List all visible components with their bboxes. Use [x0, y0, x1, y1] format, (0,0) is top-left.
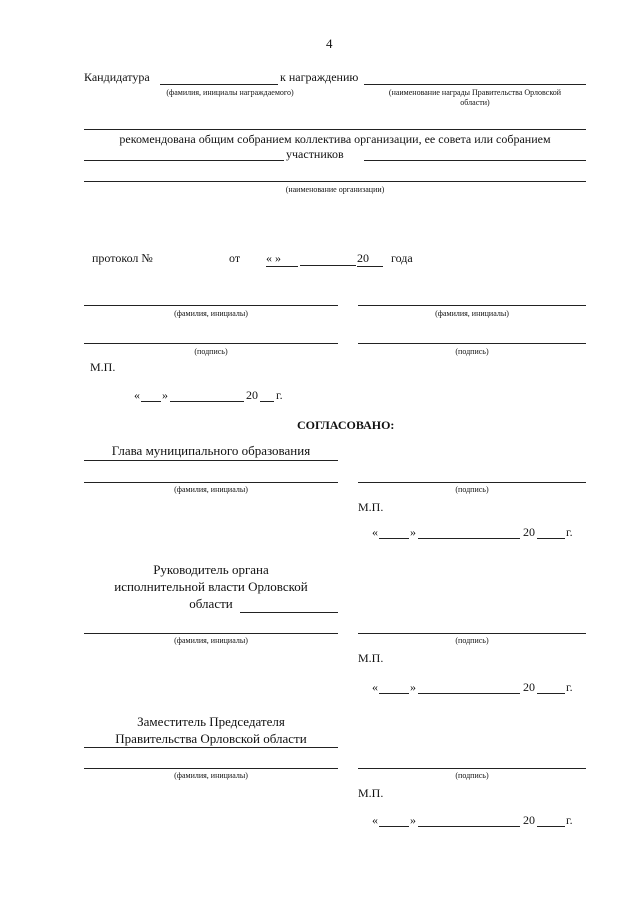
approved-heading: СОГЛАСОВАНО:: [297, 418, 395, 432]
block2-sign-line[interactable]: [358, 633, 586, 634]
block3-title-1: Заместитель Председателя: [137, 714, 285, 729]
block2-title-2: исполнительной власти Орловской: [114, 579, 308, 594]
caption-awardee: (фамилия, инициалы награждаемого): [166, 88, 294, 97]
block1-caption-name: (фамилия, инициалы): [174, 485, 248, 494]
block2-title-3: области: [189, 596, 233, 611]
block2-caption-sign: (подпись): [455, 636, 489, 645]
caption-sign-left: (подпись): [194, 347, 228, 356]
caption-award-name-2: области): [460, 98, 490, 107]
block3-stamp: М.П.: [358, 786, 384, 800]
protocol-year-field[interactable]: 20: [357, 251, 383, 267]
block2-date-month-line[interactable]: [418, 693, 520, 694]
block2-date-open: «: [372, 680, 378, 694]
block2-date-day-line[interactable]: [379, 693, 409, 694]
date-year-suffix: г.: [276, 388, 283, 402]
block3-date-year: 20: [523, 813, 535, 827]
sign-line-right[interactable]: [358, 343, 586, 344]
block2-date-year-suffix: г.: [566, 680, 573, 694]
block2-name-line[interactable]: [84, 633, 338, 634]
block3-name-line[interactable]: [84, 768, 338, 769]
date-month-line[interactable]: [170, 401, 244, 402]
date-year: 20: [246, 388, 258, 402]
name-line-left[interactable]: [84, 305, 338, 306]
block1-date-close: »: [410, 525, 416, 539]
date-day-line[interactable]: [141, 401, 161, 402]
block1-title-underline: [84, 460, 338, 461]
recommendation-line-2: участников: [286, 147, 344, 161]
date-open: «: [134, 388, 140, 402]
recommendation-line-1: рекомендована общим собранием коллектива организации, ее совета или собранием: [119, 132, 551, 146]
block2-date-year-line[interactable]: [537, 693, 565, 694]
block2-title-1: Руководитель органа: [153, 562, 269, 577]
protocol-label: протокол №: [92, 251, 153, 265]
block3-date-open: «: [372, 813, 378, 827]
block3-date-close: »: [410, 813, 416, 827]
caption-org: (наименование организации): [285, 185, 385, 194]
divider-line: [84, 129, 586, 130]
block3-sign-line[interactable]: [358, 768, 586, 769]
date-year-line[interactable]: [260, 401, 274, 402]
block3-date-day-line[interactable]: [379, 826, 409, 827]
page-number: 4: [326, 36, 333, 51]
recommendation-fill-line[interactable]: [84, 160, 284, 161]
protocol-month-line[interactable]: [300, 265, 356, 266]
block1-date-year-suffix: г.: [566, 525, 573, 539]
caption-name-right: (фамилия, инициалы): [435, 309, 509, 318]
caption-award-name-1: (наименование награды Правительства Орловской: [388, 88, 562, 97]
to-award-label: к награждению: [280, 70, 359, 84]
block1-date-year-line[interactable]: [537, 538, 565, 539]
block1-date-day-line[interactable]: [379, 538, 409, 539]
block3-date-year-suffix: г.: [566, 813, 573, 827]
block1-date-open: «: [372, 525, 378, 539]
protocol-from-label: от: [229, 251, 241, 265]
award-name-line[interactable]: [364, 84, 586, 85]
block3-title-underline: [84, 747, 338, 748]
block1-title-1: Глава муниципального образования: [111, 443, 311, 458]
sign-line-left[interactable]: [84, 343, 338, 344]
block2-title-underline: [240, 612, 338, 613]
block3-title-2: Правительства Орловской области: [115, 731, 307, 746]
awardee-name-line[interactable]: [160, 84, 278, 85]
block1-date-year: 20: [523, 525, 535, 539]
candidacy-label: Кандидатура: [84, 70, 150, 84]
date-close: »: [162, 388, 168, 402]
recommendation-fill-line-2[interactable]: [364, 160, 586, 161]
block1-sign-line[interactable]: [358, 482, 586, 483]
block1-date-month-line[interactable]: [418, 538, 520, 539]
block3-date-month-line[interactable]: [418, 826, 520, 827]
block2-date-close: »: [410, 680, 416, 694]
block3-caption-name: (фамилия, инициалы): [174, 771, 248, 780]
name-line-right[interactable]: [358, 305, 586, 306]
caption-name-left: (фамилия, инициалы): [174, 309, 248, 318]
block3-date-year-line[interactable]: [537, 826, 565, 827]
block2-caption-name: (фамилия, инициалы): [174, 636, 248, 645]
org-name-line[interactable]: [84, 181, 586, 182]
stamp-label: М.П.: [90, 360, 116, 374]
caption-sign-right: (подпись): [455, 347, 489, 356]
block1-caption-sign: (подпись): [455, 485, 489, 494]
block1-name-line[interactable]: [84, 482, 338, 483]
block2-date-year: 20: [523, 680, 535, 694]
block1-stamp: М.П.: [358, 500, 384, 514]
protocol-year-label: года: [391, 251, 413, 265]
protocol-day-field[interactable]: « »: [266, 251, 298, 267]
block3-caption-sign: (подпись): [455, 771, 489, 780]
block2-stamp: М.П.: [358, 651, 384, 665]
